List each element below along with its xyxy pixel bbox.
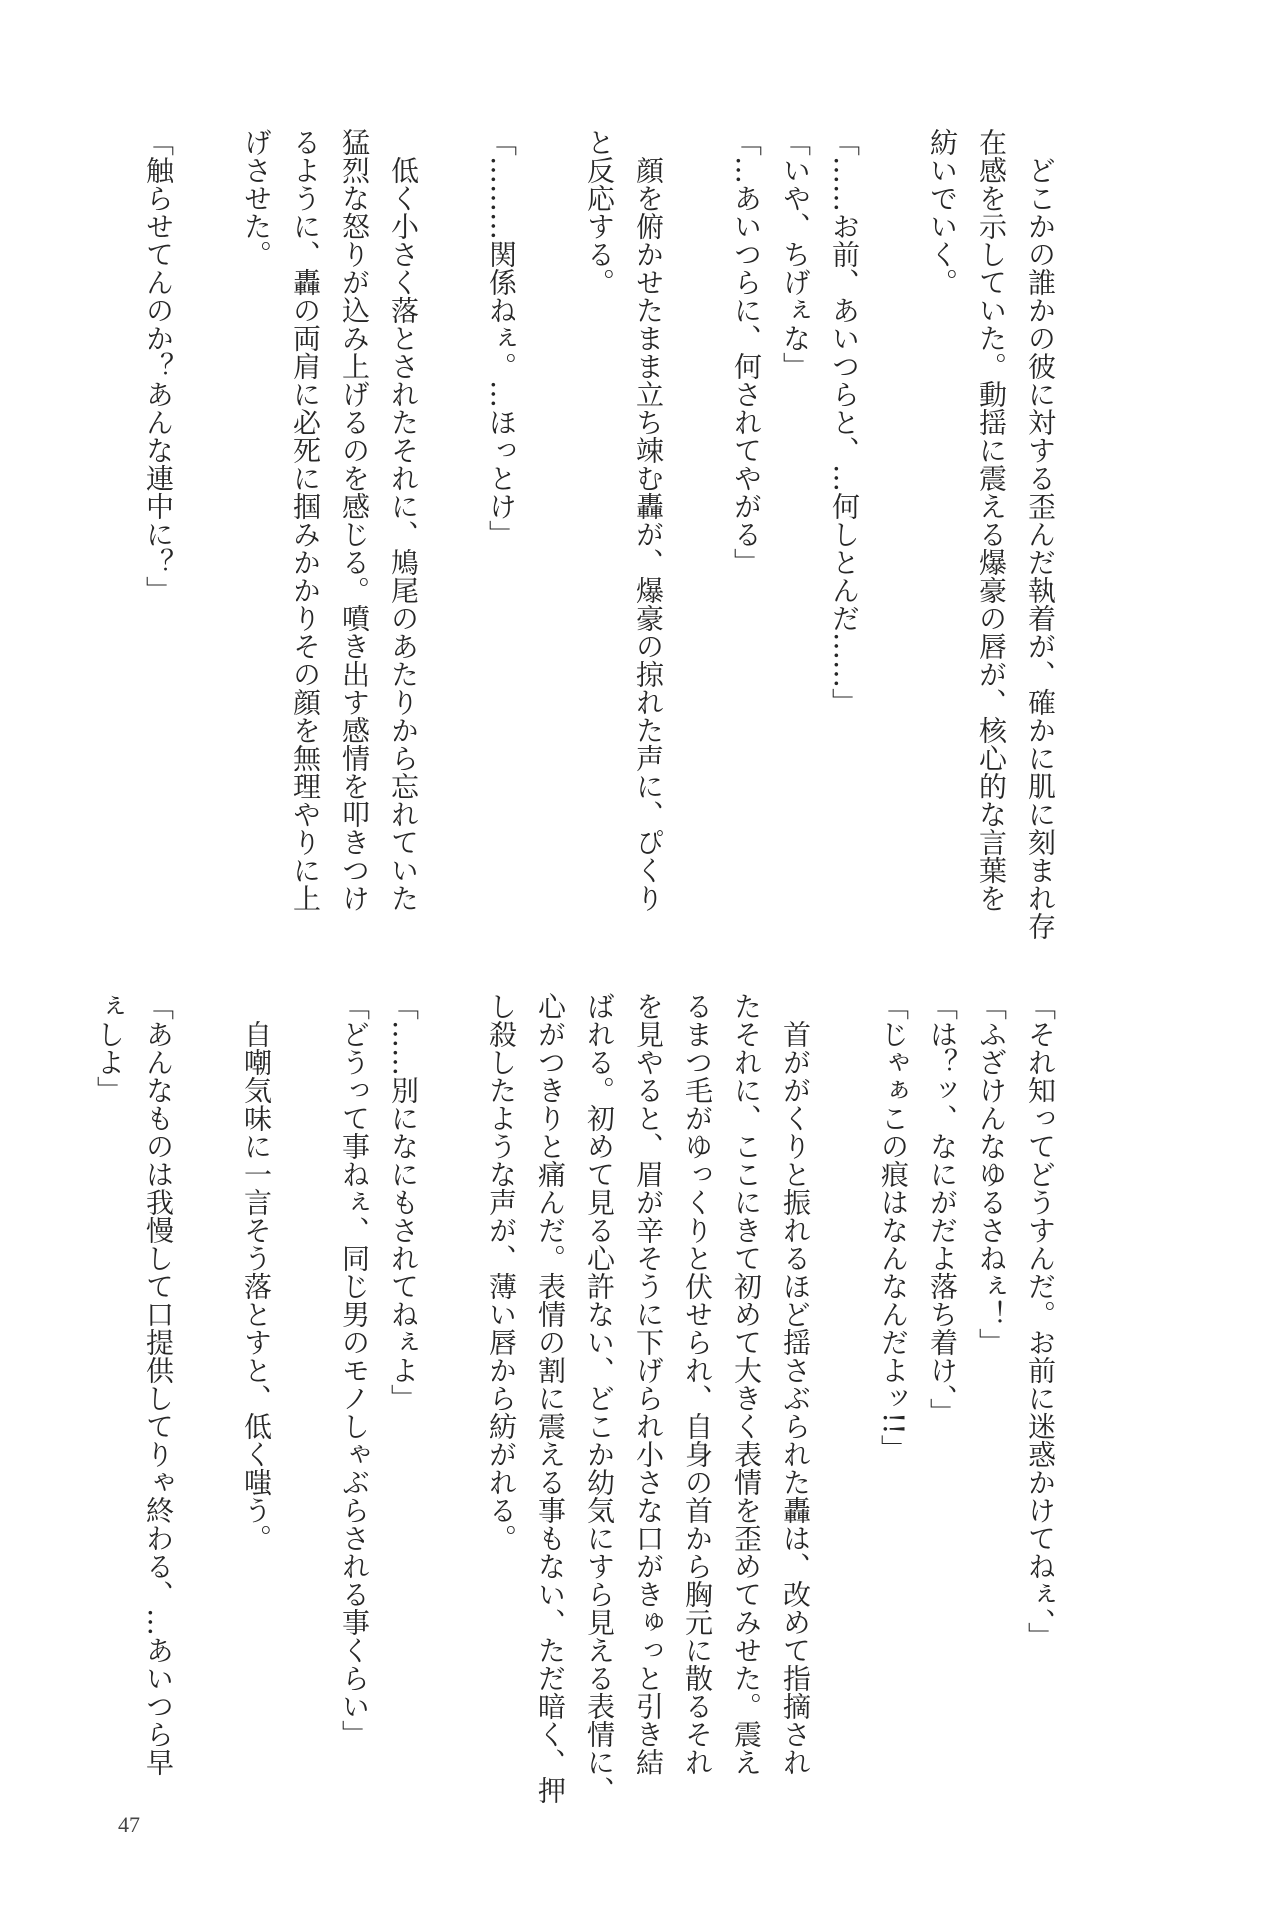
text-line: 「は？ッ、なにがだよ落ち着け、」 (926, 992, 959, 1426)
blank-line (183, 992, 232, 1792)
page-number: 47 (118, 1812, 140, 1837)
blank-line (526, 128, 575, 928)
text-line: どこかの誰かの彼に対する歪んだ執着が、確かに肌に刻まれ存 (1024, 128, 1057, 940)
text-line: 猛烈な怒りが込み上げるのを感じる。噴き出す感情を叩きつけ (338, 128, 371, 912)
text-line: 「あんなものは我慢して口提供してりゃ終わる、…あいつら早 (142, 992, 175, 1776)
text-line: げさせた。 (240, 128, 273, 268)
blank-line (820, 992, 869, 1792)
text-line: 低く小さく落とされたそれに、鳩尾のあたりから忘れていた (387, 128, 420, 912)
blank-line (428, 128, 477, 928)
text-line: 「どうって事ねぇ、同じ男のモノしゃぶらされる事くらい」 (338, 992, 371, 1748)
text-line: 紡いでいく。 (926, 128, 959, 296)
text-line: 「……お前、あいつらと、…何しとんだ……」 (828, 128, 861, 716)
text-line: し殺したような声が、薄い唇から紡がれる。 (485, 992, 518, 1552)
text-line: 「…あいつらに、何されてやがる」 (730, 128, 763, 576)
text-line: たそれに、ここにきて初めて大きく表情を歪めてみせた。震え (730, 992, 763, 1776)
text-line: 「いや、ちげぇな」 (779, 128, 812, 380)
text-line: 顔を俯かせたまま立ち竦む轟が、爆豪の掠れた声に、ぴくり (632, 128, 665, 912)
text-block-bottom (85, 992, 1065, 1804)
text-line: ばれる。初めて見る心許ない、どこか幼気にすら見える表情に、 (583, 992, 616, 1804)
blank-line (869, 128, 918, 928)
text-line: 自嘲気味に一言そう落とすと、低く嗤う。 (240, 992, 273, 1552)
blank-line (673, 128, 722, 928)
text-line: 「それ知ってどうすんだ。お前に迷惑かけてねぇ、」 (1024, 992, 1057, 1650)
text-line: 「………関係ねぇ。…ほっとけ」 (485, 128, 518, 548)
text-line: るまつ毛がゆっくりと伏せられ、自身の首から胸元に散るそれ (681, 992, 714, 1776)
text-line: と反応する。 (583, 128, 616, 296)
text-line: 首ががくりと振れるほど揺さぶられた轟は、改めて指摘され (779, 992, 812, 1776)
text-line: 「……別になにもされてねぇよ」 (387, 992, 420, 1412)
text-line: るように、轟の両肩に必死に掴みかかりその顔を無理やりに上 (289, 128, 322, 912)
text-line: ぇしよ」 (93, 992, 126, 1104)
text-block-top (134, 128, 1065, 940)
text-line: 心がつきりと痛んだ。表情の割に震える事もない、ただ暗く、押 (534, 992, 567, 1804)
text-line: 「じゃぁこの痕はなんなんだよッ!!」 (877, 992, 910, 1463)
text-line: 在感を示していた。動揺に震える爆豪の唇が、核心的な言葉を (975, 128, 1008, 912)
blank-line (183, 128, 232, 928)
blank-line (281, 992, 330, 1792)
text-line: 「触らせてんのか？あんな連中に？」 (142, 128, 175, 604)
text-line: を見やると、眉が辛そうに下げられ小さな口がきゅっと引き結 (632, 992, 665, 1776)
blank-line (428, 992, 477, 1792)
text-line: 「ふざけんなゆるさねぇ！」 (975, 992, 1008, 1356)
